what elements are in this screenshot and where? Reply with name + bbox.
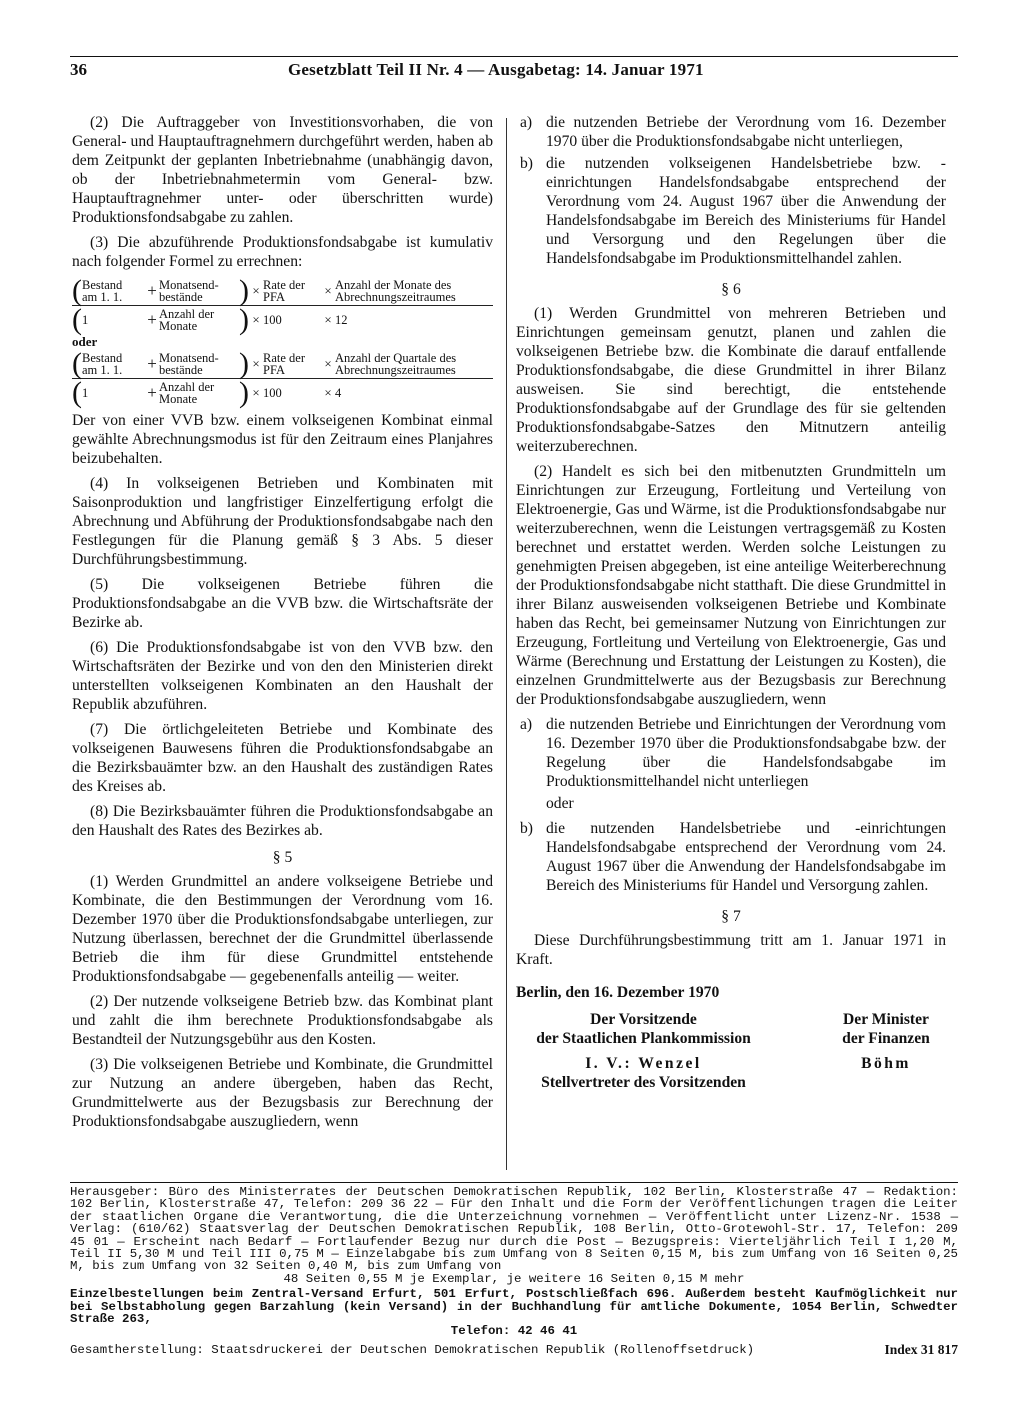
paragraph-s4-6: (6) Die Produktionsfondsabgabe ist von den VVB bzw. den Wirtschaftsräten der Bezirke und von den den Ministerien direkt unterstellten volkseigenen Kombinaten an den Haushalt der Republik abzuführen. (72, 639, 493, 713)
paragraph-s4-2: (2) Die Auftraggeber von Investitionsvorhaben, die von General- und Hauptauftragnehmern durchgeführt werden, haben ab dem Zeitpunkt der geplanten Inbetriebnahme (unabhängig davon, ob der Inbetriebnahmetermin vom General- bzw. Hauptauftragnehmer unter- oder überschritten wurde) Produktionsfondsabgabe zu zahlen. (72, 114, 493, 226)
footer-rule (70, 1182, 958, 1183)
formula-quarterly-numerator: ( Bestand am 1. 1. + Monatsend- bestände ) × Rate der PFA × Anzahl der Quartale des Abrechnungszeitraumes (72, 350, 493, 379)
paragraph-s4-3: (3) Die abzuführende Produktionsfondsabgabe ist kumulativ nach folgender Formel zu errechnen: (72, 234, 493, 270)
page-number: 36 (70, 60, 87, 79)
signature-block (516, 1010, 946, 1092)
list-item-s5-b: b) die nutzenden volkseigenen Handelsbetriebe bzw. -einrichtungen Handelsfondsabgabe entsprechend der Verordnung vom 24. August 1967 über die Anwendung der Handelsfondsabgabe im Bereich des Ministeriums für Handel und Versorgung und den Regelungen über die Handelsfondsabgabe im Produktionsmittelhandel zahlen. (520, 155, 946, 267)
section-title-7: § 7 (721, 908, 741, 925)
paragraph-s5-2: (2) Der nutzende volkseigene Betrieb bzw. das Kombinat plant und zahlt die ihm berechnete Produktionsfondsabgabe als Bestandteil der Nutzungsgebühr aus den Kosten. (72, 993, 493, 1048)
formula-monthly-numerator: ( Bestand am 1. 1. + Monatsend- bestände ) × Rate der PFA × Anzahl der Monate des Abrechnungszeitraumes (72, 277, 493, 306)
paragraph-s4-5: (5) Die volkseigenen Betriebe führen die Produktionsfondsabgabe an die VVB bzw. die Wirtschaftsräte der Bezirke ab. (72, 576, 493, 631)
formula-block (72, 274, 493, 409)
order-info: Einzelbestellungen beim Zentral-Versand Erfurt, 501 Erfurt, Postschließfach 696. Außerdem besteht Kaufmöglichkeit nur bei Selbstabholung gegen Barzahlung (kein Versand) in der Buchhandlung für amtliche Dokumente, 1054 Berlin, Schwedter Straße 263, (70, 1287, 958, 1327)
imprint (70, 1186, 958, 1356)
paragraph-s4-4: (4) In volkseigenen Betrieben und Kombinaten mit Saisonproduktion und langfristiger Einzelfertigung erfolgt die Abrechnung und Abführung der Produktionsfondsabgabe nach den Festlegungen für die Planung gemäß § 3 Abs. 5 dieser Durchführungsbestimmung. (72, 475, 493, 568)
list-item-s5-a: a) die nutzenden Betriebe der Verordnung vom 16. Dezember 1970 über die Produktionsfondsabgabe nicht unterliegen, (520, 114, 946, 150)
list-item-s6-a: a) die nutzenden Betriebe und Einrichtungen der Verordnung vom 16. Dezember 1970 über die Produktionsfondsabgabe bzw. der Regelung über die Handelsfondsabgabe im Produktionsmittelhandel nicht unterliegen (520, 716, 946, 790)
paragraph-s4-8: (8) Die Bezirksbauämter führen die Produktionsfondsabgabe an den Haushalt des Rates des Bezirkes ab. (72, 803, 493, 839)
paragraph-s4-3-after: Der von einer VVB bzw. einem volkseigenen Kombinat einmal gewählte Abrechnungsmodus ist für den Zeitraum eines Planjahres beizubehalten. (72, 412, 493, 467)
formula-quarterly-denominator: ( 1 + Anzahl der Monate ) × 100 × 4 (72, 376, 342, 409)
signature-left: Der Vorsitzende der Staatlichen Plankommission I. V.: Wenzel Stellvertreter des Vorsitzenden (536, 1011, 751, 1091)
list-item-s6-b: b) die nutzenden Handelsbetriebe und -einrichtungen Handelsfondsabgabe entsprechend der Verordnung vom 24. August 1967 über die Anwendung der Handelsfondsabgabe im Bereich des Ministeriums für Handel und Versorgung zahlen. (520, 820, 946, 894)
paragraph-s6-2: (2) Handelt es sich bei den mitbenutzten Grundmitteln um Einrichtungen zur Erzeugung, Fortleitung und Verteilung von Elektroenergie, Gas und Wärme, ist die Produktionsfondsabgabe nur weiterzuberechnen, wenn die Leistungen vertragsgemäß zu Kosten berechnet und erstattet werden. Werden solche Leistungen zu genehmigten Preisen abgegeben, ist eine anteilige Weiterberechnung der Produktionsfondsabgabe nicht statthaft. Die diese Grundmittel in ihrer Bilanz ausweisenden volkseigenen Betriebe und Kombinate haben das Recht, bei gemeinsamer Nutzung von Einrichtungen zur Erzeugung, Fortleitung und Verteilung von Elektroenergie, Gas und Wärme (Berechnung und Erstattung der Leistungen zu Kosten), die einzelnen Grundmittelwerte aus der Bezugsbasis zur Berechnung der Produktionsfondsabgabe auszugliedern, wenn (516, 463, 946, 708)
printer-row (70, 1341, 958, 1357)
section-title-6: § 6 (721, 281, 741, 298)
order-phone: Telefon: 42 46 41 (450, 1324, 578, 1339)
city-date: Berlin, den 16. Dezember 1970 (516, 984, 720, 1001)
running-title: Gesetzblatt Teil II Nr. 4 — Ausgabetag: 14. Januar 1971 (288, 60, 704, 79)
oder-label: oder (546, 795, 574, 812)
signature-right: Der Minister der Finanzen Böhm (842, 1011, 930, 1072)
right-column (516, 113, 946, 1092)
imprint-text: Herausgeber: Büro des Ministerrates der Deutschen Demokratischen Republik, 102 Berlin, Klosterstraße 47 — Redaktion: 102 Berlin, Klosterstraße 47, Telefon: 209 36 22 — Für den Inhalt und die Form der Veröffentlichungen tragen die Leiter der staatlichen Organe die Verantwortung, die die Unterzeichnung vornehmen — Veröffentlicht unter Lizenz-Nr. 1538 — Verlag: (610/62) Staatsverlag der Deutschen Demokratischen Republik, 108 Berlin, Otto-Grotewohl-Str. 17, Telefon: 209 45 01 — Erscheint nach Bedarf — Fortlaufender Bezug nur durch die Post — Bezugspreis: Vierteljährlich Teil I 1,20 M, Teil II 5,30 M und Teil III 0,75 M — Einzelabgabe bis zum Umfang von 8 Seiten 0,15 M, bis zum Umfang von 16 Seiten 0,25 M, bis zum Umfang von 32 Seiten 0,40 M, bis zum Umfang von (70, 1185, 958, 1274)
formula-monthly-denominator: ( 1 + Anzahl der Monate ) × 100 × 12 (72, 303, 348, 336)
paragraph-s5-1: (1) Werden Grundmittel an andere volkseigene Betriebe und Kombinate, die den Bestimmungen der Verordnung vom 16. Dezember 1970 über die Produktionsfondsabgabe unterliegen, zur Nutzung überlassen, berechnet der die Grundmittel überlassende Betrieb die ihm für diese Grundmittel entstehende Produktionsfondsabgabe — gegebenenfalls anteilig — weiter. (72, 873, 493, 985)
index-number: Index 31 817 (884, 1341, 958, 1357)
paragraph-s5-3: (3) Die volkseigenen Betriebe und Kombinate, die Grundmittel zur Nutzung an andere übergeben, haben das Recht, Grundmittelwerte aus der Bezugsbasis zur Berechnung der Produktionsfondsabgabe auszugliedern, wenn (72, 1056, 493, 1130)
paragraph-s6-1: (1) Werden Grundmittel von mehreren Betrieben und Einrichtungen gemeinsam genutzt, planen und zahlen die volkseigenen Betriebe bzw. die Kombinate die darauf entfallende Produktionsfondsabgabe, die diese Grundmittel in ihrer Bilanz ausweisen. Sie sind berechtigt, die entstehende Produktionsfondsabgabe auf der Grundlage des für sie geltenden Produktionsfondsabgabe-Satzes den Mitnutzern anteilig weiterzuberechnen. (516, 305, 946, 455)
column-divider (506, 118, 507, 1170)
formula-oder: oder (72, 334, 98, 349)
imprint-last-line: 48 Seiten 0,55 M je Exemplar, je weitere 16 Seiten 0,15 M mehr (283, 1271, 745, 1286)
paragraph-s7: Diese Durchführungsbestimmung tritt am 1. Januar 1971 in Kraft. (516, 932, 946, 968)
printer-info: Gesamtherstellung: Staatsdruckerei der Deutschen Demokratischen Republik (Rollenoffsetdruck) (70, 1342, 755, 1357)
left-column (72, 113, 493, 1137)
paragraph-s4-7: (7) Die örtlichgeleiteten Betriebe und Kombinate des volkseigenen Bauwesens führen die Produktionsfondsabgabe an die Bezirksbauämter bzw. an den Haushalt des zuständigen Rates des Kreises ab. (72, 721, 493, 795)
header-rule (70, 56, 958, 57)
section-title-5: § 5 (272, 849, 293, 866)
